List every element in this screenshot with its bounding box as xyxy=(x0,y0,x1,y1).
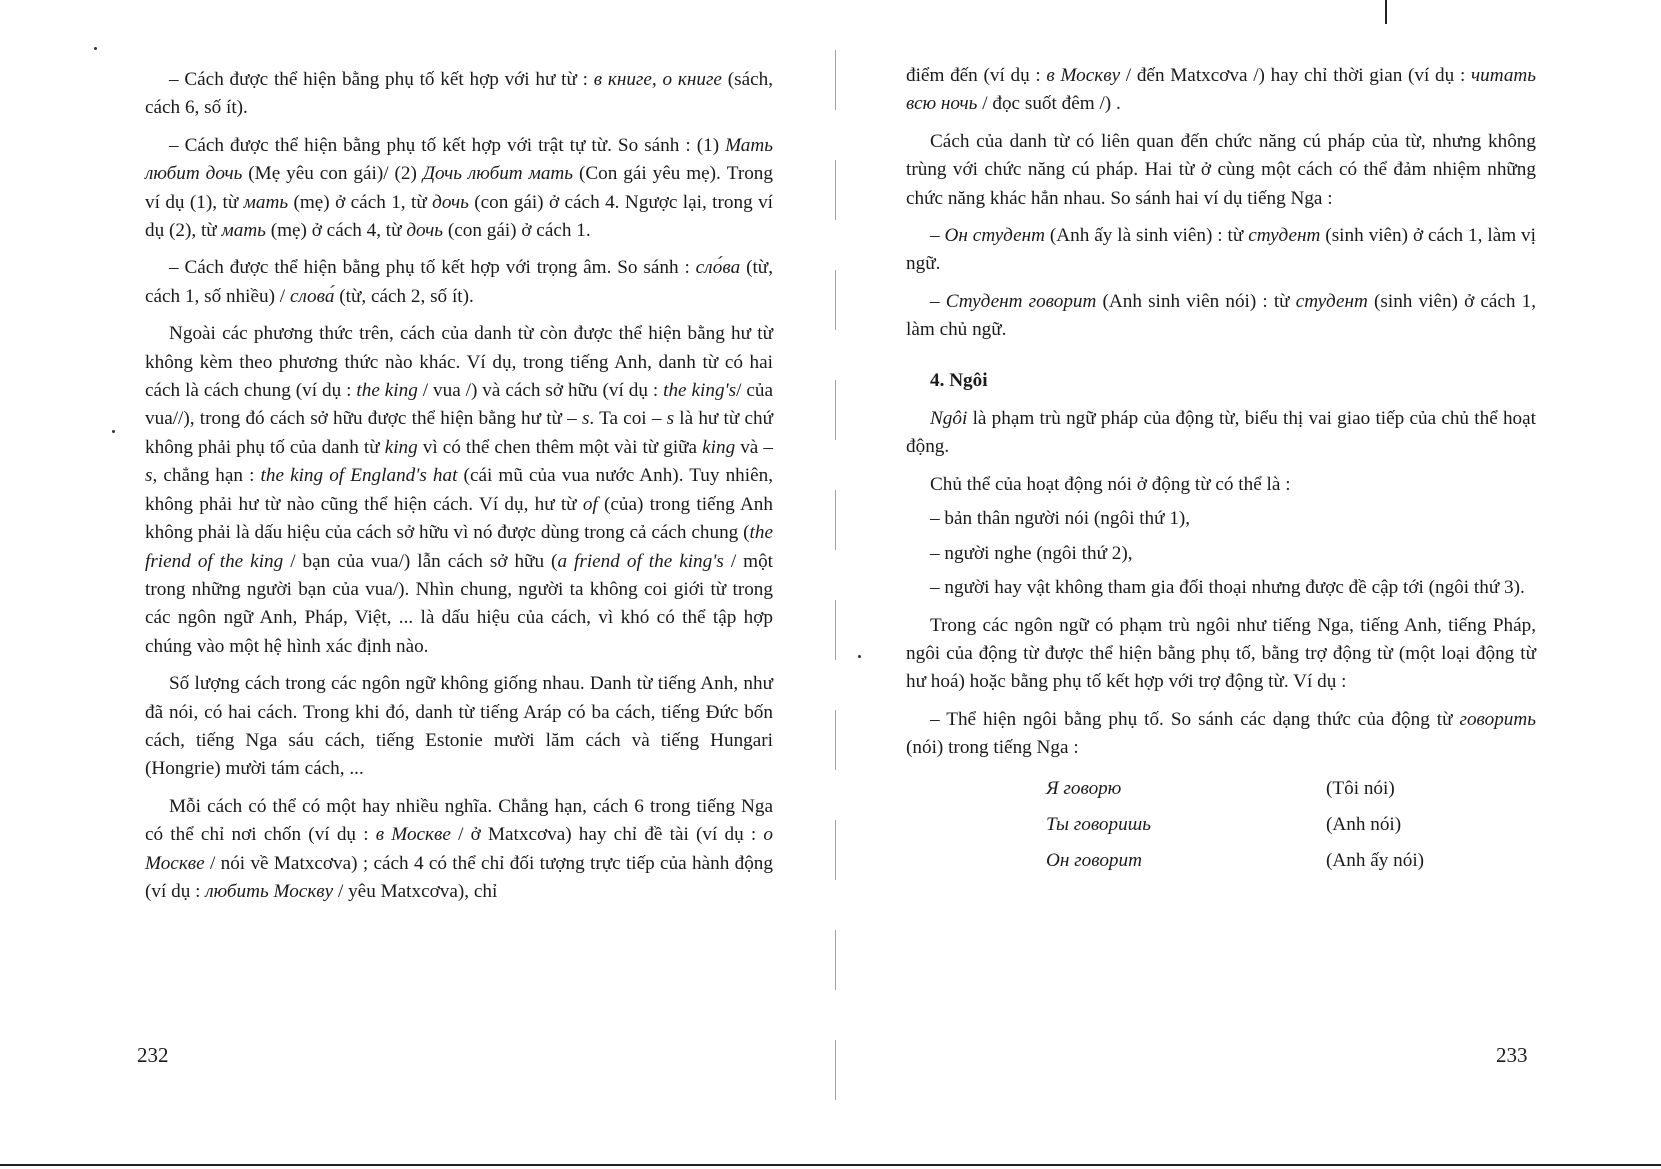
paragraph: – Cách được thể hiện bằng phụ tố kết hợp với trọng âm. So sánh : сло́ва (từ, cách 1, số nhiều) / слова́ (từ, cách 2, số ít). xyxy=(145,257,773,307)
paragraph: – Cách được thể hiện bằng phụ tố kết hợp với trật tự từ. So sánh : (1) Мать любит дочь (Mẹ yêu con gái)/ (2) Дочь любит мать (Con gái yêu mẹ). Trong ví dụ (1), từ мать (mẹ) ở cách 1, từ дочь (con gái) ở cách 4. Ngược lại, trong ví dụ (2), từ мать (mẹ) ở cách 4, từ дочь (con gái) ở cách 1. xyxy=(145,134,773,242)
example-translation: (Anh ấy nói) xyxy=(1326,850,1425,872)
paragraph: Chủ thể của hoạt động nói ở động từ có thể là : xyxy=(930,473,1291,495)
paragraph: Số lượng cách trong các ngôn ngữ không giống nhau. Danh từ tiếng Anh, như đã nói, có hai cách. Trong khi đó, danh từ tiếng Aráp có ba cách, tiếng Đức bốn cách, tiếng Nga sáu cách, tiếng Estonie mười lăm cách và tiếng Hungari (Hongrie) mười tám cách, ... xyxy=(145,673,773,780)
paragraph: – Студент говорит (Anh sinh viên nói) : từ студент (sinh viên) ở cách 1, làm chủ ngữ. xyxy=(906,290,1536,341)
paragraph: Mỗi cách có thể có một hay nhiều nghĩa. Chẳng hạn, cách 6 trong tiếng Nga có thể chỉ nơi chốn (ví dụ : в Москве / ở Matxcơva) hay chỉ đề tài (ví dụ : о Москве / nói về Matxcơva) ; cách 4 có thể chỉ đối tượng trực tiếp của hành động (ví dụ : любить Москву / yêu Matxcơva), chỉ xyxy=(145,795,773,902)
list-item: – bản thân người nói (ngôi thứ 1), xyxy=(930,508,1191,530)
example-row xyxy=(906,844,1536,880)
scan-edge-line xyxy=(0,1164,1661,1166)
left-page-text xyxy=(145,66,773,915)
book-gutter xyxy=(835,50,836,1130)
paragraph: Trong các ngôn ngữ có phạm trù ngôi như tiếng Nga, tiếng Anh, tiếng Pháp, ngôi của động từ được thể hiện bằng phụ tố, bằng trợ động từ (một loại động từ hư hoá) hoặc bằng phụ tố kết hợp với trợ động từ. Ví dụ : xyxy=(906,614,1536,693)
example-list xyxy=(906,772,1536,880)
list-item: – người nghe (ngôi thứ 2), xyxy=(930,542,1133,564)
example-russian: Я говорю xyxy=(1046,778,1122,800)
scan-speck xyxy=(112,430,115,433)
paragraph: – Он студент (Anh ấy là sinh viên) : từ студент (sinh viên) ở cách 1, làm vị ngữ. xyxy=(906,225,1536,275)
paragraph: – Thể hiện ngôi bằng phụ tố. So sánh các dạng thức của động từ говорить (nói) trong tiếng Nga : xyxy=(906,708,1536,759)
page-number: 232 xyxy=(137,1043,169,1067)
scan-mark xyxy=(1385,0,1387,24)
list-item: – người hay vật không tham gia đối thoại nhưng được đề cập tới (ngôi thứ 3). xyxy=(930,577,1525,599)
paragraph: Ngôi là phạm trù ngữ pháp của động từ, biểu thị vai giao tiếp của chủ thể hoạt động. xyxy=(906,408,1536,458)
example-russian: Ты говоришь xyxy=(1046,814,1151,836)
example-translation: (Tôi nói) xyxy=(1326,778,1395,800)
example-russian: Он говорит xyxy=(1046,850,1142,872)
paragraph: Ngoài các phương thức trên, cách của danh từ còn được thể hiện bằng hư từ không kèm theo phương thức nào khác. Ví dụ, trong tiếng Anh, danh từ có hai cách là cách chung (ví dụ : the king / vua /) và cách sở hữu (ví dụ : the king's/ của vua//), trong đó cách sở hữu được thể hiện bằng hư từ – s. Ta coi – s là hư từ chứ không phải phụ tố của danh từ king vì có thể chen thêm một vài từ giữa king và – s, chẳng hạn : the king of England's hat (cái mũ của vua nước Anh). Tuy nhiên, không phải hư từ nào cũng thể hiện cách. Ví dụ, hư từ of (của) trong tiếng Anh không phải là dấu hiệu của cách sở hữu vì nó được dùng trong cả cách chung (the friend of the king / bạn của vua/) lẫn cách sở hữu (a friend of the king's / một trong những người bạn của vua/). Nhìn chung, người ta không coi giới từ trong các ngôn ngữ Anh, Pháp, Việt, ... là dấu hiệu của cách, vì khó có thể tập hợp chúng vào một hệ hình xác định nào. xyxy=(145,323,773,657)
page-number: 233 xyxy=(1496,1043,1528,1067)
right-page-text xyxy=(906,62,1536,880)
example-translation: (Anh nói) xyxy=(1326,814,1402,836)
example-row xyxy=(906,808,1536,844)
paragraph: Cách của danh từ có liên quan đến chức năng cú pháp của từ, nhưng không trùng với chức năng cú pháp. Hai từ ở cùng một cách có thể đảm nhiệm những chức năng khác hẳn nhau. So sánh hai ví dụ tiếng Nga : xyxy=(906,130,1536,209)
example-row xyxy=(906,772,1536,808)
paragraph: điểm đến (ví dụ : в Москву / đến Matxcơva /) hay chỉ thời gian (ví dụ : читать всю ночь / đọc suốt đêm /) . xyxy=(906,65,1537,115)
paragraph: – Cách được thể hiện bằng phụ tố kết hợp với hư từ : в книге, о книге (sách, cách 6, số ít). xyxy=(145,69,773,119)
scan-speck xyxy=(858,655,861,658)
scan-speck xyxy=(94,47,97,50)
right-page xyxy=(835,0,1661,1169)
section-heading: 4. Ngôi xyxy=(930,369,988,391)
